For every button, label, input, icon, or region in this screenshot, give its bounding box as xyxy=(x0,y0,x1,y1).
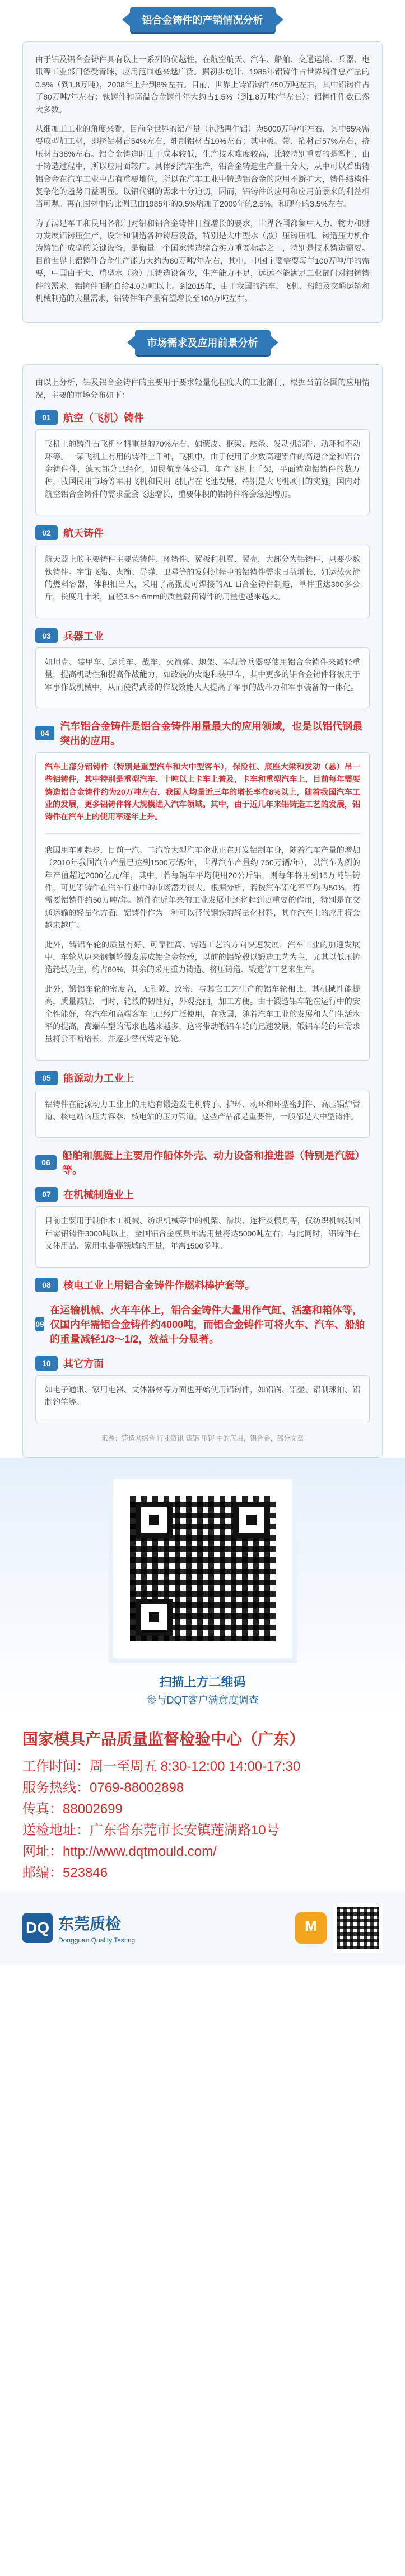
step-text: 目前主要用于制作木工机械、纺织机械等中的机架、滑块、连杆及模具等，仅纺织机械我国年需铝铸件3000吨以上，全国铝合金模具年需用量将达5000吨左右；与此同时，铝铸件在文体用品、家用电器等领域的用量，年需1500多吨。 xyxy=(45,1216,360,1251)
step-highlight: 汽车上部分铝铸件（特别是重型汽车和大中型客车），保险杠、底座大梁和发动（悬）吊一些铝铸件，其中特别是重型汽车、十吨以上卡车上普及，卡车和重型汽车上，目前每年需要铸造铝合金铸件约为20万吨左右，我国人均量近三年的增长率在8%以上，随着我国汽车工业的发展，更多铝铸件将大规模进入汽车领域。其中，由于近几年来铝铸造工艺的发展，铝铸件在汽车上的使用率逐年上升。 xyxy=(45,762,360,822)
step-badge: 02 xyxy=(35,525,58,540)
step-title xyxy=(35,525,370,540)
step-heading: 航空（飞机）铸件 xyxy=(63,412,144,424)
step-badge: 03 xyxy=(35,628,58,643)
step-09 xyxy=(35,1302,370,1346)
step-heading: 航天铸件 xyxy=(63,528,104,539)
step-badge: 06 xyxy=(35,1155,57,1170)
step-text: 如坦克、装甲车、运兵车、战车、火箭弹、炮架、军舰等兵器要使用铝合金铸件来减轻重量，提高机动性和提高作战能力，如改装的火炮和装甲车，其中更多的铝合金铸件将被用于军事作战机械中，从而使得武器的作战效能大大提高了军事的战斗力和军事装备的一体化。 xyxy=(45,657,360,692)
scan-sub: 参与DQT客户满意度调查 xyxy=(146,1695,259,1706)
step-heading: 核电工业上用铝合金铸件作燃料棒护套等。 xyxy=(63,1279,255,1291)
logo-en: Dongguan Quality Testing xyxy=(58,1936,136,1945)
step-badge: 09 xyxy=(35,1317,44,1331)
step-title xyxy=(35,1187,370,1202)
logo-text xyxy=(58,1912,135,1944)
step-07 xyxy=(35,1187,370,1267)
work-hours: 工作时间：周一至周五 8:30-12:00 14:00-17:30 xyxy=(22,1759,301,1775)
step-02 xyxy=(35,525,370,618)
step-heading: 汽车铝合金铸件是铝合金铸件用量最大的应用领域，也是以铝代钢最突出的应用。 xyxy=(60,720,363,747)
step-text: 航天器上的主要铸件主要蒙铸件、环铸件、翼板和机翼、翼壳，大部分为铝铸件，只要少数钛铸件。宇宙飞船、火箭、导弹、卫星等的发射过程中的铝铸件需求日益增长，如运载火箭的燃料容器，体积相当大，采用了高强度可焊接的AL-Li合金铸件制造，单件重达300多公斤，长度几十米，直径3.5～6mm的质量载荷铸件的用量也越来越大。 xyxy=(45,555,360,602)
step-01 xyxy=(35,410,370,515)
step-heading: 在机械制造业上 xyxy=(63,1189,134,1201)
step-text: 铝铸件在能源动力工业上的用途有锻造发电机转子、护环、动环和环型密封件、高压锅炉管道、核电站的压力容器、核电站的压力管道。这些产品都是重要件，一般都是大中型铸件。 xyxy=(45,1099,360,1122)
step-title xyxy=(35,410,370,425)
qr-eye-bottom-left xyxy=(136,1599,173,1636)
step-badge: 05 xyxy=(35,1071,58,1085)
service-phone: 服务热线：0769-88002898 xyxy=(22,1780,184,1796)
step-heading: 能源动力工业上 xyxy=(63,1072,134,1084)
step-03 xyxy=(35,628,370,708)
footer-right xyxy=(295,1903,383,1953)
step-box xyxy=(35,545,370,618)
zip-code: 邮编：523846 xyxy=(22,1865,108,1881)
step-text: 如电子通讯、家用电器、文体器材等方面也开始使用铝铸件，如铝锅、铝壶、铝制球拍、铝制钓竿等。 xyxy=(45,1385,360,1407)
qr-code-box[interactable] xyxy=(109,1475,297,1663)
qr-code[interactable] xyxy=(130,1496,276,1641)
step-06 xyxy=(35,1148,370,1177)
step-heading: 兵器工业 xyxy=(63,630,104,642)
fax: 传真：88002699 xyxy=(22,1801,123,1817)
step-box xyxy=(35,1206,370,1267)
step-badge: 01 xyxy=(35,410,58,425)
step-04 xyxy=(35,719,370,1061)
step-title xyxy=(35,1071,370,1085)
logo xyxy=(22,1912,135,1944)
step-text: 飞机上的铸件占飞机材料重量的70%左右，如蒙皮、框架、舷条、发动机部件、动环和不动环等。一架飞机上有用的铸件上千种，飞机中，由于使用了少数高速铝件的高速合金和铝合金铸件件，德大部分已经化，如民航宽体公司，年产飞机上千架，平面铸造铝铸件的数万种，我国民用市场等军用飞机和民用飞机占在飞速发展，特别是大飞机项目的实施，国内对航空铝合金铸件的需求量会飞速增长，重要体积的铝铸件将会急速增加。 xyxy=(45,439,360,499)
org-name: 国家模具产品质量监督检验中心（广东） xyxy=(22,1730,305,1748)
step-box xyxy=(35,752,370,1061)
step-title xyxy=(35,628,370,643)
step-title xyxy=(35,1148,370,1177)
scan-text: 扫描上方二维码 xyxy=(159,1675,246,1690)
address: 送检地址：广东省东莞市长安镇莲湖路10号 xyxy=(22,1823,280,1838)
section-title-2 xyxy=(22,330,383,355)
step-title xyxy=(35,1278,370,1292)
needs-intro: 由以上分析，铝及铝合金铸件的主要用于要求轻量化程度大的工业部门，根据当前各国的应用情况，主要的市场分布如下： xyxy=(35,378,370,400)
brand-cube-icon xyxy=(295,1912,327,1944)
step-heading: 在运输机械、火车车体上，铝合金铸件大量用作气缸、活塞和箱体等，仅国内年需铝合金铸件约4000吨，而铝合金铸件可将火车、汽车、船舶的重量减轻1/3～1/2，效益十分显著。 xyxy=(50,1304,365,1345)
logo-mark: DQ xyxy=(22,1913,53,1943)
title-pill: 市场需求及应用前景分析 xyxy=(135,330,271,355)
intro-paragraph-3: 为了满足军工和民用各部门对铝和铝合金铸件日益增长的要求，世界各国都集中人力、物力和财力发展铝铸压生产，设计和制造各种铸压设备，特别是大中型水（液）压铸压机。铸造压力机作为铸铝件成型的关键设备，是衡量一个国家铸造综合实力重要标志之一，特别是技术铸造需要。目前世界上铝铸件合金生产能力大约为80万吨/年左右，其中，中国主要需要每年100万吨/年的需要，中国由于大、重型水（液）压铸造设备少，生产能力不足，远远不能满足工业部门对铝铸铸件的需求，铝铸件毛胚自给4.0万吨以上。到2015年，由于我国的汽车、飞机、船舶及交通运输和机械制造的大量需求，铝铸件年产量有望增长至100万吨左右。 xyxy=(35,218,370,303)
step-box xyxy=(35,647,370,708)
content xyxy=(0,7,405,1458)
step-title xyxy=(35,1356,370,1371)
page xyxy=(0,7,405,2576)
step-badge: 07 xyxy=(35,1187,58,1202)
step-08 xyxy=(35,1278,370,1292)
step-10 xyxy=(35,1356,370,1424)
step-heading: 船舶和舰艇上主要用作船体外壳、动力设备和推进器（特别是汽艇）等。 xyxy=(62,1150,365,1176)
step-p4: 此外，锻铝车轮的密度高，无孔隙、致密，与其它工艺生产的铝车轮相比，其机械性能提高，质量减轻，同时，轮毂的韧性好，外观亮丽，加工方便。由于锻造铝车轮在运行中的安全性能好，在汽车和高端客车上已经广泛使用，在我国，随着汽车工业的发展和人们生活水平的提高，高端车型的需求也越来越多，这将带动锻铝车轮的迅速发展，锻铝车轮的年需求量将会不断增长，并逐步替代铸造车轮。 xyxy=(45,984,360,1044)
needs-card xyxy=(22,364,383,1458)
footer xyxy=(0,1893,405,1965)
contact-block xyxy=(0,1718,405,1893)
step-p3: 此外，铸铝车轮的质量有好、可靠性高、铸造工艺的方向快速发展，汽车工业的加速发展中，车轮从原来钢制轮毂发展成铝合金轮毂，以前的铝轮毂以锻造工艺为主，尤其以低压铸造轮毂为主，约占80%，其余的采用重力铸造、挤压铸造、锻造等工艺来生产。 xyxy=(45,940,360,974)
qr-section xyxy=(0,1458,405,1718)
qr-eye-top-right xyxy=(233,1502,270,1538)
qr-eye-top-left xyxy=(136,1502,173,1538)
intro-card xyxy=(22,41,383,323)
step-box xyxy=(35,429,370,515)
step-heading: 其它方面 xyxy=(63,1358,104,1369)
step-p2: 我国用车刚起步，目前一汽、二汽等大型汽车企业正在开发铝制车身，随着汽车产量的增加（2010年我国汽车产量已达到1500万辆/年，世界汽车产量约 750万辆/年），以汽车为例的年产值超过2000亿元/年，其中，若每辆车平均使用20公斤铝，则每年将用到15万吨铝铸件，可见铝铸件在汽车行业中的市场潜力很大。根据分析，若按汽车铝化率平均为50%，将需要铝铸件约50万吨/年。铸件在近年来的工业发展中还将起到更重要的作用，特别是在交通运输的轻量化方面。铝铸件作为一种可以替代钢铁的轻量化材料，其在汽车上的应用将会越来越广。 xyxy=(45,845,360,930)
footer-qr[interactable] xyxy=(333,1903,383,1953)
website[interactable]: 网址：http://www.dqtmould.com/ xyxy=(22,1844,217,1860)
step-05 xyxy=(35,1071,370,1138)
intro-paragraph-1: 由于铝及铝合金铸件具有以上一系列的优越性，在航空航天、汽车、船舶、交通运输、兵器、电讯等工业部门备受青睐，应用范围越来越广泛。据初步统计，1985年铝铸件占世界铸件总产量的0.5%（到1.8万吨），2008年上升到8%左右。目前，世界上铸铝铸件450万吨左右，其中铝铸件占了80万吨/年左右；钛铸件和高温合金铸件年大约占1.5%（到1.8万吨/年左右）；铝铸件件数已然大多数。 xyxy=(35,55,370,114)
source-note: 来源：铸造网综合 行业资讯 铸铝 压铸 中的应用，铝合金，部分文章 xyxy=(101,1434,304,1443)
logo-cn: 东莞质检 xyxy=(58,1915,122,1933)
step-title xyxy=(35,1302,370,1346)
step-badge: 04 xyxy=(35,726,54,740)
title-pill: 铝合金铸件的产销情况分析 xyxy=(130,7,276,32)
step-badge: 08 xyxy=(35,1278,58,1292)
step-box xyxy=(35,1375,370,1424)
section-title-1 xyxy=(22,7,383,32)
step-title xyxy=(35,719,370,748)
divider xyxy=(45,833,360,834)
intro-paragraph-2: 从细加工工业的角度来看，目前全世界的铝产量（包括再生铝）为5000万吨/年左右，其中65%需要成型加工材，即挤铝材占54%左右，轧制铝材占10%左右；其中板、带、箔材占57%左右，挤压材占38%左右。铝合金铸造时由于成本较低，生产技术难度较高，比较特别重要的是塑性，由于铸造过程中，所以应用面较广。具体到汽车生产，铝合金铸造生产量十分大，从中可以看出铸铝合金在汽车工业中占有重要地位，所以在汽车工业中铸造铝合金的应用不断扩大，铸件结构件复杂化的趋势日益明显。以铝代钢的需求十分迫切，因而，铝铸件的应用和应用前景来的利益相当可观。再在国材中的比例已由1985年的0.5%增加了2009年的2.5%，和现在的3.5%左右。 xyxy=(35,124,370,209)
step-box xyxy=(35,1090,370,1138)
step-badge: 10 xyxy=(35,1356,58,1371)
